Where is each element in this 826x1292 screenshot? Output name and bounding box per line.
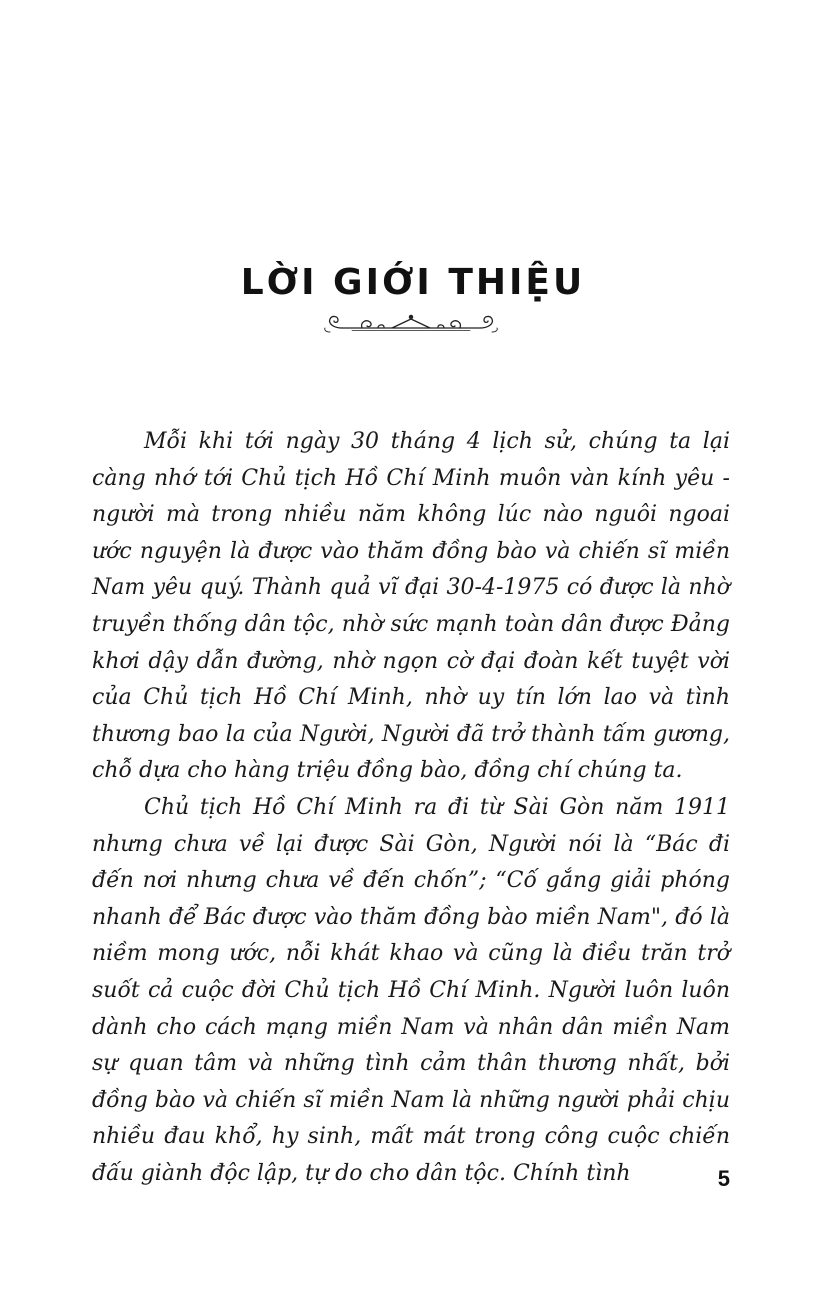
page-number: 5 (717, 1166, 730, 1191)
paragraph-1: Mỗi khi tới ngày 30 tháng 4 lịch sử, chúng ta lại càng nhớ tới Chủ tịch Hồ Chí Minh muôn vàn kính yêu - người mà trong nhiều năm không lúc nào nguôi ngoai ước nguyện là được vào thăm đồng bào và chiến sĩ miền Nam yêu quý. Thành quả vĩ đại 30-4-1975 có được là nhờ truyền thống dân tộc, nhờ sức mạnh toàn dân được Đảng khơi dậy dẫn đường, nhờ ngọn cờ đại đoàn kết tuyệt vời của Chủ tịch Hồ Chí Minh, nhờ uy tín lớn lao và tình thương bao la của Người, Người đã trở thành tấm gương, chỗ dựa cho hàng triệu đồng bào, đồng chí chúng ta. (92, 429, 730, 784)
page-title: LỜI GIỚI THIỆU (240, 262, 586, 303)
decorative-divider-ornament (322, 312, 500, 338)
body-text (92, 424, 730, 1192)
paragraph-2: Chủ tịch Hồ Chí Minh ra đi từ Sài Gòn năm 1911 nhưng chưa về lại được Sài Gòn, Người nói là “Bác đi đến nơi nhưng chưa về đến chốn”; “Cố gắng giải phóng nhanh để Bác được vào thăm đồng bào miền Nam", đó là niềm mong ước, nỗi khát khao và cũng là điều trăn trở suốt cả cuộc đời Chủ tịch Hồ Chí Minh. Người luôn luôn dành cho cách mạng miền Nam và nhân dân miền Nam sự quan tâm và những tình cảm thân thương nhất, bởi đồng bào và chiến sĩ miền Nam là những người phải chịu nhiều đau khổ, hy sinh, mất mát trong công cuộc chiến đấu giành độc lập, tự do cho dân tộc. Chính tình (92, 794, 730, 1186)
